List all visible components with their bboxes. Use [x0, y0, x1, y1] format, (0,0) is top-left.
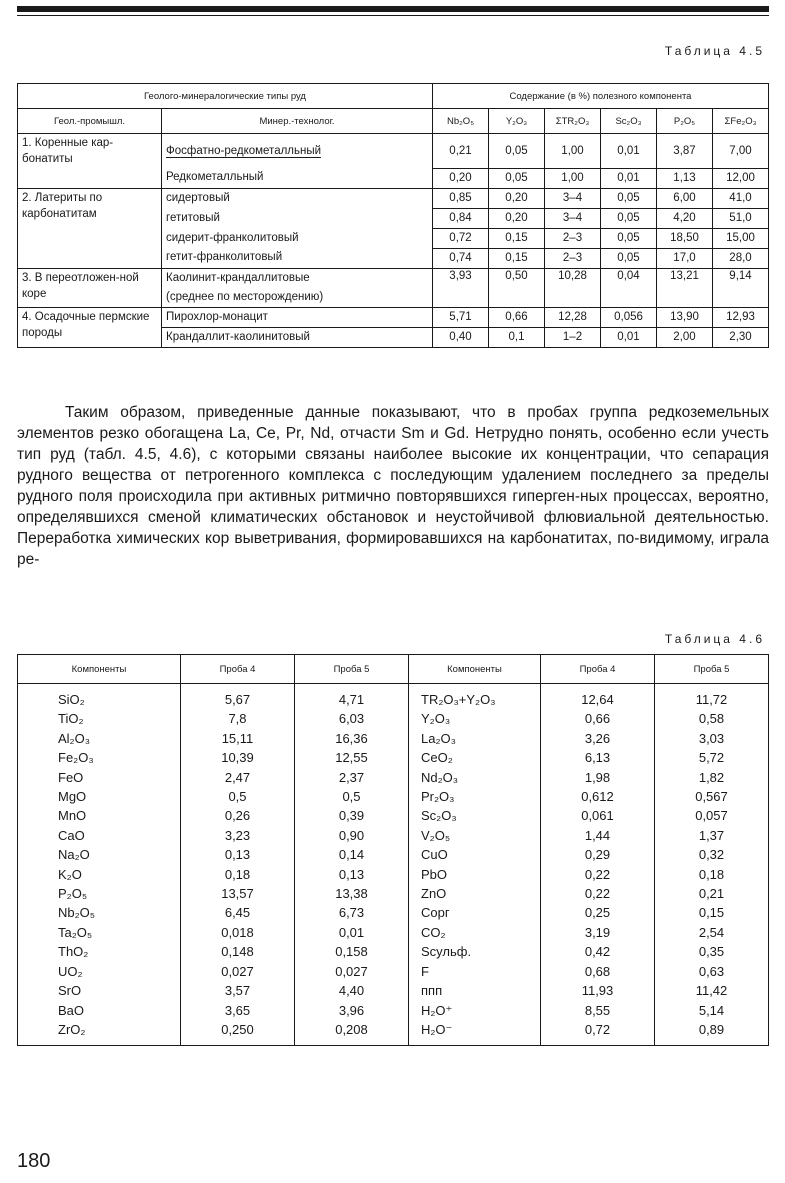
sample5-value: 16,36: [295, 729, 409, 748]
sample5-value: 1,82: [655, 768, 769, 787]
component-name: Nd₂O₃: [409, 768, 541, 787]
value-cell: 2–3: [545, 228, 601, 248]
table-row: [18, 981, 769, 1000]
sample5-value: 5,72: [655, 748, 769, 767]
sample4-value: 10,39: [181, 748, 295, 767]
top-rule-thin: [17, 15, 769, 16]
header-oxide: Y₂O₃: [489, 109, 545, 134]
sample4-value: 6,45: [181, 903, 295, 922]
header-geo: Геол.-промышл.: [18, 109, 162, 134]
value-cell: 0,50: [489, 268, 545, 307]
value-cell: 0,05: [601, 248, 657, 268]
sample4-value: 3,23: [181, 826, 295, 845]
value-cell: 3,93: [433, 268, 489, 307]
table-row: [18, 903, 769, 922]
header-oxide: Sc₂O₃: [601, 109, 657, 134]
table-row: [18, 709, 769, 728]
value-cell: 0,74: [433, 248, 489, 268]
sample5-value: 4,71: [295, 684, 409, 710]
value-cell: 4,20: [657, 208, 713, 228]
min-type-cell: сидертовый: [162, 188, 433, 208]
sample5-value: 0,15: [655, 903, 769, 922]
value-cell: 0,15: [489, 248, 545, 268]
value-cell: 3–4: [545, 188, 601, 208]
min-type-note: (среднее по месторождению): [162, 288, 433, 308]
geo-type-cell: [18, 168, 162, 188]
sample5-value: 0,567: [655, 787, 769, 806]
table-row: [18, 188, 769, 208]
table-row: [18, 845, 769, 864]
sample4-value: 15,11: [181, 729, 295, 748]
sample5-value: 0,35: [655, 942, 769, 961]
sample5-value: 0,057: [655, 806, 769, 825]
sample5-value: 0,63: [655, 962, 769, 981]
value-cell: 28,0: [713, 248, 769, 268]
sample4-value: 0,22: [541, 884, 655, 903]
value-cell: 2–3: [545, 248, 601, 268]
component-name: ппп: [409, 981, 541, 1000]
sample5-value: 6,03: [295, 709, 409, 728]
sample4-value: 13,57: [181, 884, 295, 903]
header-oxide: ΣFe₂O₃: [713, 109, 769, 134]
value-cell: 1,00: [545, 134, 601, 169]
component-name: La₂O₃: [409, 729, 541, 748]
header-min: Минер.-технолог.: [162, 109, 433, 134]
component-name: ThO₂: [18, 942, 181, 961]
table-row: [18, 787, 769, 806]
table-row: [18, 768, 769, 787]
value-cell: 0,20: [489, 188, 545, 208]
sample5-value: 2,54: [655, 923, 769, 942]
sample5-value: 4,40: [295, 981, 409, 1000]
sample4-value: 3,26: [541, 729, 655, 748]
value-cell: 2,00: [657, 327, 713, 347]
table-4-6: [17, 654, 769, 1046]
table-row: [18, 942, 769, 961]
value-cell: 13,90: [657, 307, 713, 327]
sample5-value: 0,14: [295, 845, 409, 864]
table46-caption: Таблица 4.6: [664, 632, 765, 646]
value-cell: 1–2: [545, 327, 601, 347]
component-name: Fe₂O₃: [18, 748, 181, 767]
sample4-value: 0,250: [181, 1020, 295, 1046]
min-type-cell: гетит-франколитовый: [162, 248, 433, 268]
component-name: Cорг: [409, 903, 541, 922]
table-row: [18, 1001, 769, 1020]
component-name: UO₂: [18, 962, 181, 981]
value-cell: 0,01: [601, 327, 657, 347]
header-sample4: Проба 4: [181, 655, 295, 684]
sample5-value: 1,37: [655, 826, 769, 845]
component-name: K₂O: [18, 865, 181, 884]
sample4-value: 0,22: [541, 865, 655, 884]
sample4-value: 3,57: [181, 981, 295, 1000]
sample4-value: 2,47: [181, 768, 295, 787]
sample5-value: 0,158: [295, 942, 409, 961]
value-cell: 0,85: [433, 188, 489, 208]
value-cell: 0,40: [433, 327, 489, 347]
value-cell: 0,05: [489, 134, 545, 169]
sample5-value: 3,96: [295, 1001, 409, 1020]
header-content: Содержание (в %) полезного компонента: [433, 84, 769, 109]
sample4-value: 0,5: [181, 787, 295, 806]
value-cell: 0,04: [601, 268, 657, 307]
component-name: SiO₂: [18, 684, 181, 710]
component-name: CuO: [409, 845, 541, 864]
sample5-value: 0,5: [295, 787, 409, 806]
sample4-value: 0,25: [541, 903, 655, 922]
sample5-value: 0,32: [655, 845, 769, 864]
sample5-value: 12,55: [295, 748, 409, 767]
table-row: [18, 307, 769, 327]
header-sample5: Проба 5: [295, 655, 409, 684]
value-cell: 9,14: [713, 268, 769, 307]
value-cell: 0,05: [489, 168, 545, 188]
value-cell: 13,21: [657, 268, 713, 307]
header-oxide: P₂O₅: [657, 109, 713, 134]
value-cell: 5,71: [433, 307, 489, 327]
component-name: Pr₂O₃: [409, 787, 541, 806]
component-name: MgO: [18, 787, 181, 806]
table-row: [18, 923, 769, 942]
sample4-value: 0,061: [541, 806, 655, 825]
min-type-cell: Редкометалльный: [162, 168, 433, 188]
sample5-value: 6,73: [295, 903, 409, 922]
table-row: [18, 748, 769, 767]
sample5-value: 5,14: [655, 1001, 769, 1020]
value-cell: 0,05: [601, 228, 657, 248]
sample4-value: 7,8: [181, 709, 295, 728]
value-cell: 0,21: [433, 134, 489, 169]
component-name: CaO: [18, 826, 181, 845]
value-cell: 1,13: [657, 168, 713, 188]
table-row: [18, 884, 769, 903]
table-row: [18, 865, 769, 884]
value-cell: 10,28: [545, 268, 601, 307]
table-row: [18, 806, 769, 825]
sample4-value: 8,55: [541, 1001, 655, 1020]
header-sample5: Проба 5: [655, 655, 769, 684]
header-components: Компоненты: [409, 655, 541, 684]
value-cell: 0,84: [433, 208, 489, 228]
table45-caption: Таблица 4.5: [664, 44, 765, 58]
sample4-value: 12,64: [541, 684, 655, 710]
min-type-cell: гетитовый: [162, 208, 433, 228]
value-cell: 1,00: [545, 168, 601, 188]
value-cell: 6,00: [657, 188, 713, 208]
value-cell: 15,00: [713, 228, 769, 248]
value-cell: 3,87: [657, 134, 713, 169]
component-name: BaO: [18, 1001, 181, 1020]
sample5-value: 0,39: [295, 806, 409, 825]
sample5-value: 3,03: [655, 729, 769, 748]
top-rule: [17, 6, 769, 12]
component-name: Nb₂O₅: [18, 903, 181, 922]
sample4-value: 3,65: [181, 1001, 295, 1020]
sample4-value: 0,72: [541, 1020, 655, 1046]
component-name: CeO₂: [409, 748, 541, 767]
sample5-value: 0,027: [295, 962, 409, 981]
value-cell: 51,0: [713, 208, 769, 228]
table-row: [18, 962, 769, 981]
value-cell: 41,0: [713, 188, 769, 208]
value-cell: 0,05: [601, 188, 657, 208]
sample4-value: 0,18: [181, 865, 295, 884]
component-name: FeO: [18, 768, 181, 787]
geo-type-cell: 3. В переотложен-ной коре: [18, 268, 162, 307]
value-cell: 17,0: [657, 248, 713, 268]
table-row: [18, 268, 769, 288]
component-name: ZrO₂: [18, 1020, 181, 1046]
min-type-cell: Пирохлор-монацит: [162, 307, 433, 327]
sample5-value: 11,42: [655, 981, 769, 1000]
sample5-value: 0,01: [295, 923, 409, 942]
value-cell: 0,72: [433, 228, 489, 248]
component-name: H₂O⁺: [409, 1001, 541, 1020]
min-type-cell: Фосфатно-редкометалльный: [162, 134, 433, 169]
header-sample4: Проба 4: [541, 655, 655, 684]
component-name: V₂O₅: [409, 826, 541, 845]
sample5-value: 0,18: [655, 865, 769, 884]
sample4-value: 0,13: [181, 845, 295, 864]
min-type-cell: сидерит-франколитовый: [162, 228, 433, 248]
component-name: CO₂: [409, 923, 541, 942]
body-paragraph: [17, 402, 769, 570]
sample5-value: 11,72: [655, 684, 769, 710]
sample4-value: 0,66: [541, 709, 655, 728]
value-cell: 12,00: [713, 168, 769, 188]
table-row: [18, 168, 769, 188]
table-4-6-body: [18, 684, 769, 1046]
value-cell: 0,20: [433, 168, 489, 188]
sample5-value: 0,58: [655, 709, 769, 728]
table-row: [18, 134, 769, 169]
value-cell: 12,93: [713, 307, 769, 327]
sample4-value: 1,98: [541, 768, 655, 787]
table-4-5: [17, 83, 769, 348]
header-oxide: Nb₂O₅: [433, 109, 489, 134]
value-cell: 0,01: [601, 134, 657, 169]
header-oxide: ΣTR₂O₃: [545, 109, 601, 134]
sample5-value: 0,21: [655, 884, 769, 903]
sample5-value: 0,208: [295, 1020, 409, 1046]
min-type-cell: Крандаллит-каолинитовый: [162, 327, 433, 347]
component-name: MnO: [18, 806, 181, 825]
table-row: [18, 1020, 769, 1046]
value-cell: 3–4: [545, 208, 601, 228]
value-cell: 18,50: [657, 228, 713, 248]
header-ore-types: Геолого-минералогические типы руд: [18, 84, 433, 109]
sample4-value: 11,93: [541, 981, 655, 1000]
sample4-value: 5,67: [181, 684, 295, 710]
sample5-value: 0,13: [295, 865, 409, 884]
component-name: Na₂O: [18, 845, 181, 864]
sample4-value: 6,13: [541, 748, 655, 767]
sample4-value: 0,29: [541, 845, 655, 864]
geo-type-cell: 2. Латериты по карбонатитам: [18, 188, 162, 268]
component-name: ZnO: [409, 884, 541, 903]
min-type-cell: Каолинит-крандаллитовые: [162, 268, 433, 288]
value-cell: 0,01: [601, 168, 657, 188]
sample4-value: 0,26: [181, 806, 295, 825]
paragraph-text: Таким образом, приведенные данные показывают, что в пробах группа редкоземельных элементов резко обогащена La, Ce, Pr, Nd, отчасти Sm и Gd. Нетрудно понять, особенно если учесть тип руд (табл. 4.5, 4.6), с которыми связаны наиболее высокие их концентрации, что сепарация рудного вещества от петрогенного комплекса с последующим удалением последнего за пределы рудного поля происходила при активных ритмично повторявшихся гиперген-ных процессах, вероятно, определявшихся сменой климатических обстановок и неустойчивой флювиальной деятельностью. Переработка химических кор выветривания, формировавшихся на карбонатитах, по-видимому, играла ре-: [17, 404, 769, 568]
component-name: TiO₂: [18, 709, 181, 728]
header-components: Компоненты: [18, 655, 181, 684]
table-row: [18, 729, 769, 748]
component-name: TR₂O₃+Y₂O₃: [409, 684, 541, 710]
sample5-value: 13,38: [295, 884, 409, 903]
component-name: Sсульф.: [409, 942, 541, 961]
value-cell: 12,28: [545, 307, 601, 327]
sample4-value: 0,027: [181, 962, 295, 981]
value-cell: 2,30: [713, 327, 769, 347]
sample4-value: 0,612: [541, 787, 655, 806]
value-cell: 7,00: [713, 134, 769, 169]
component-name: Al₂O₃: [18, 729, 181, 748]
sample4-value: 3,19: [541, 923, 655, 942]
sample4-value: 0,018: [181, 923, 295, 942]
table-row: [18, 684, 769, 710]
sample5-value: 0,89: [655, 1020, 769, 1046]
component-name: SrO: [18, 981, 181, 1000]
component-name: P₂O₅: [18, 884, 181, 903]
sample5-value: 2,37: [295, 768, 409, 787]
component-name: Ta₂O₅: [18, 923, 181, 942]
page-number: 180: [17, 1150, 51, 1172]
geo-type-cell: 4. Осадочные пермские породы: [18, 307, 162, 347]
component-name: Y₂O₃: [409, 709, 541, 728]
table-row: [18, 826, 769, 845]
value-cell: 0,15: [489, 228, 545, 248]
geo-type-cell: 1. Коренные кар-бонатиты: [18, 134, 162, 169]
value-cell: 0,1: [489, 327, 545, 347]
value-cell: 0,66: [489, 307, 545, 327]
component-name: PbO: [409, 865, 541, 884]
component-name: Sc₂O₃: [409, 806, 541, 825]
component-name: F: [409, 962, 541, 981]
sample4-value: 0,148: [181, 942, 295, 961]
sample4-value: 0,42: [541, 942, 655, 961]
component-name: H₂O⁻: [409, 1020, 541, 1046]
sample5-value: 0,90: [295, 826, 409, 845]
value-cell: 0,056: [601, 307, 657, 327]
sample4-value: 1,44: [541, 826, 655, 845]
value-cell: 0,05: [601, 208, 657, 228]
sample4-value: 0,68: [541, 962, 655, 981]
value-cell: 0,20: [489, 208, 545, 228]
